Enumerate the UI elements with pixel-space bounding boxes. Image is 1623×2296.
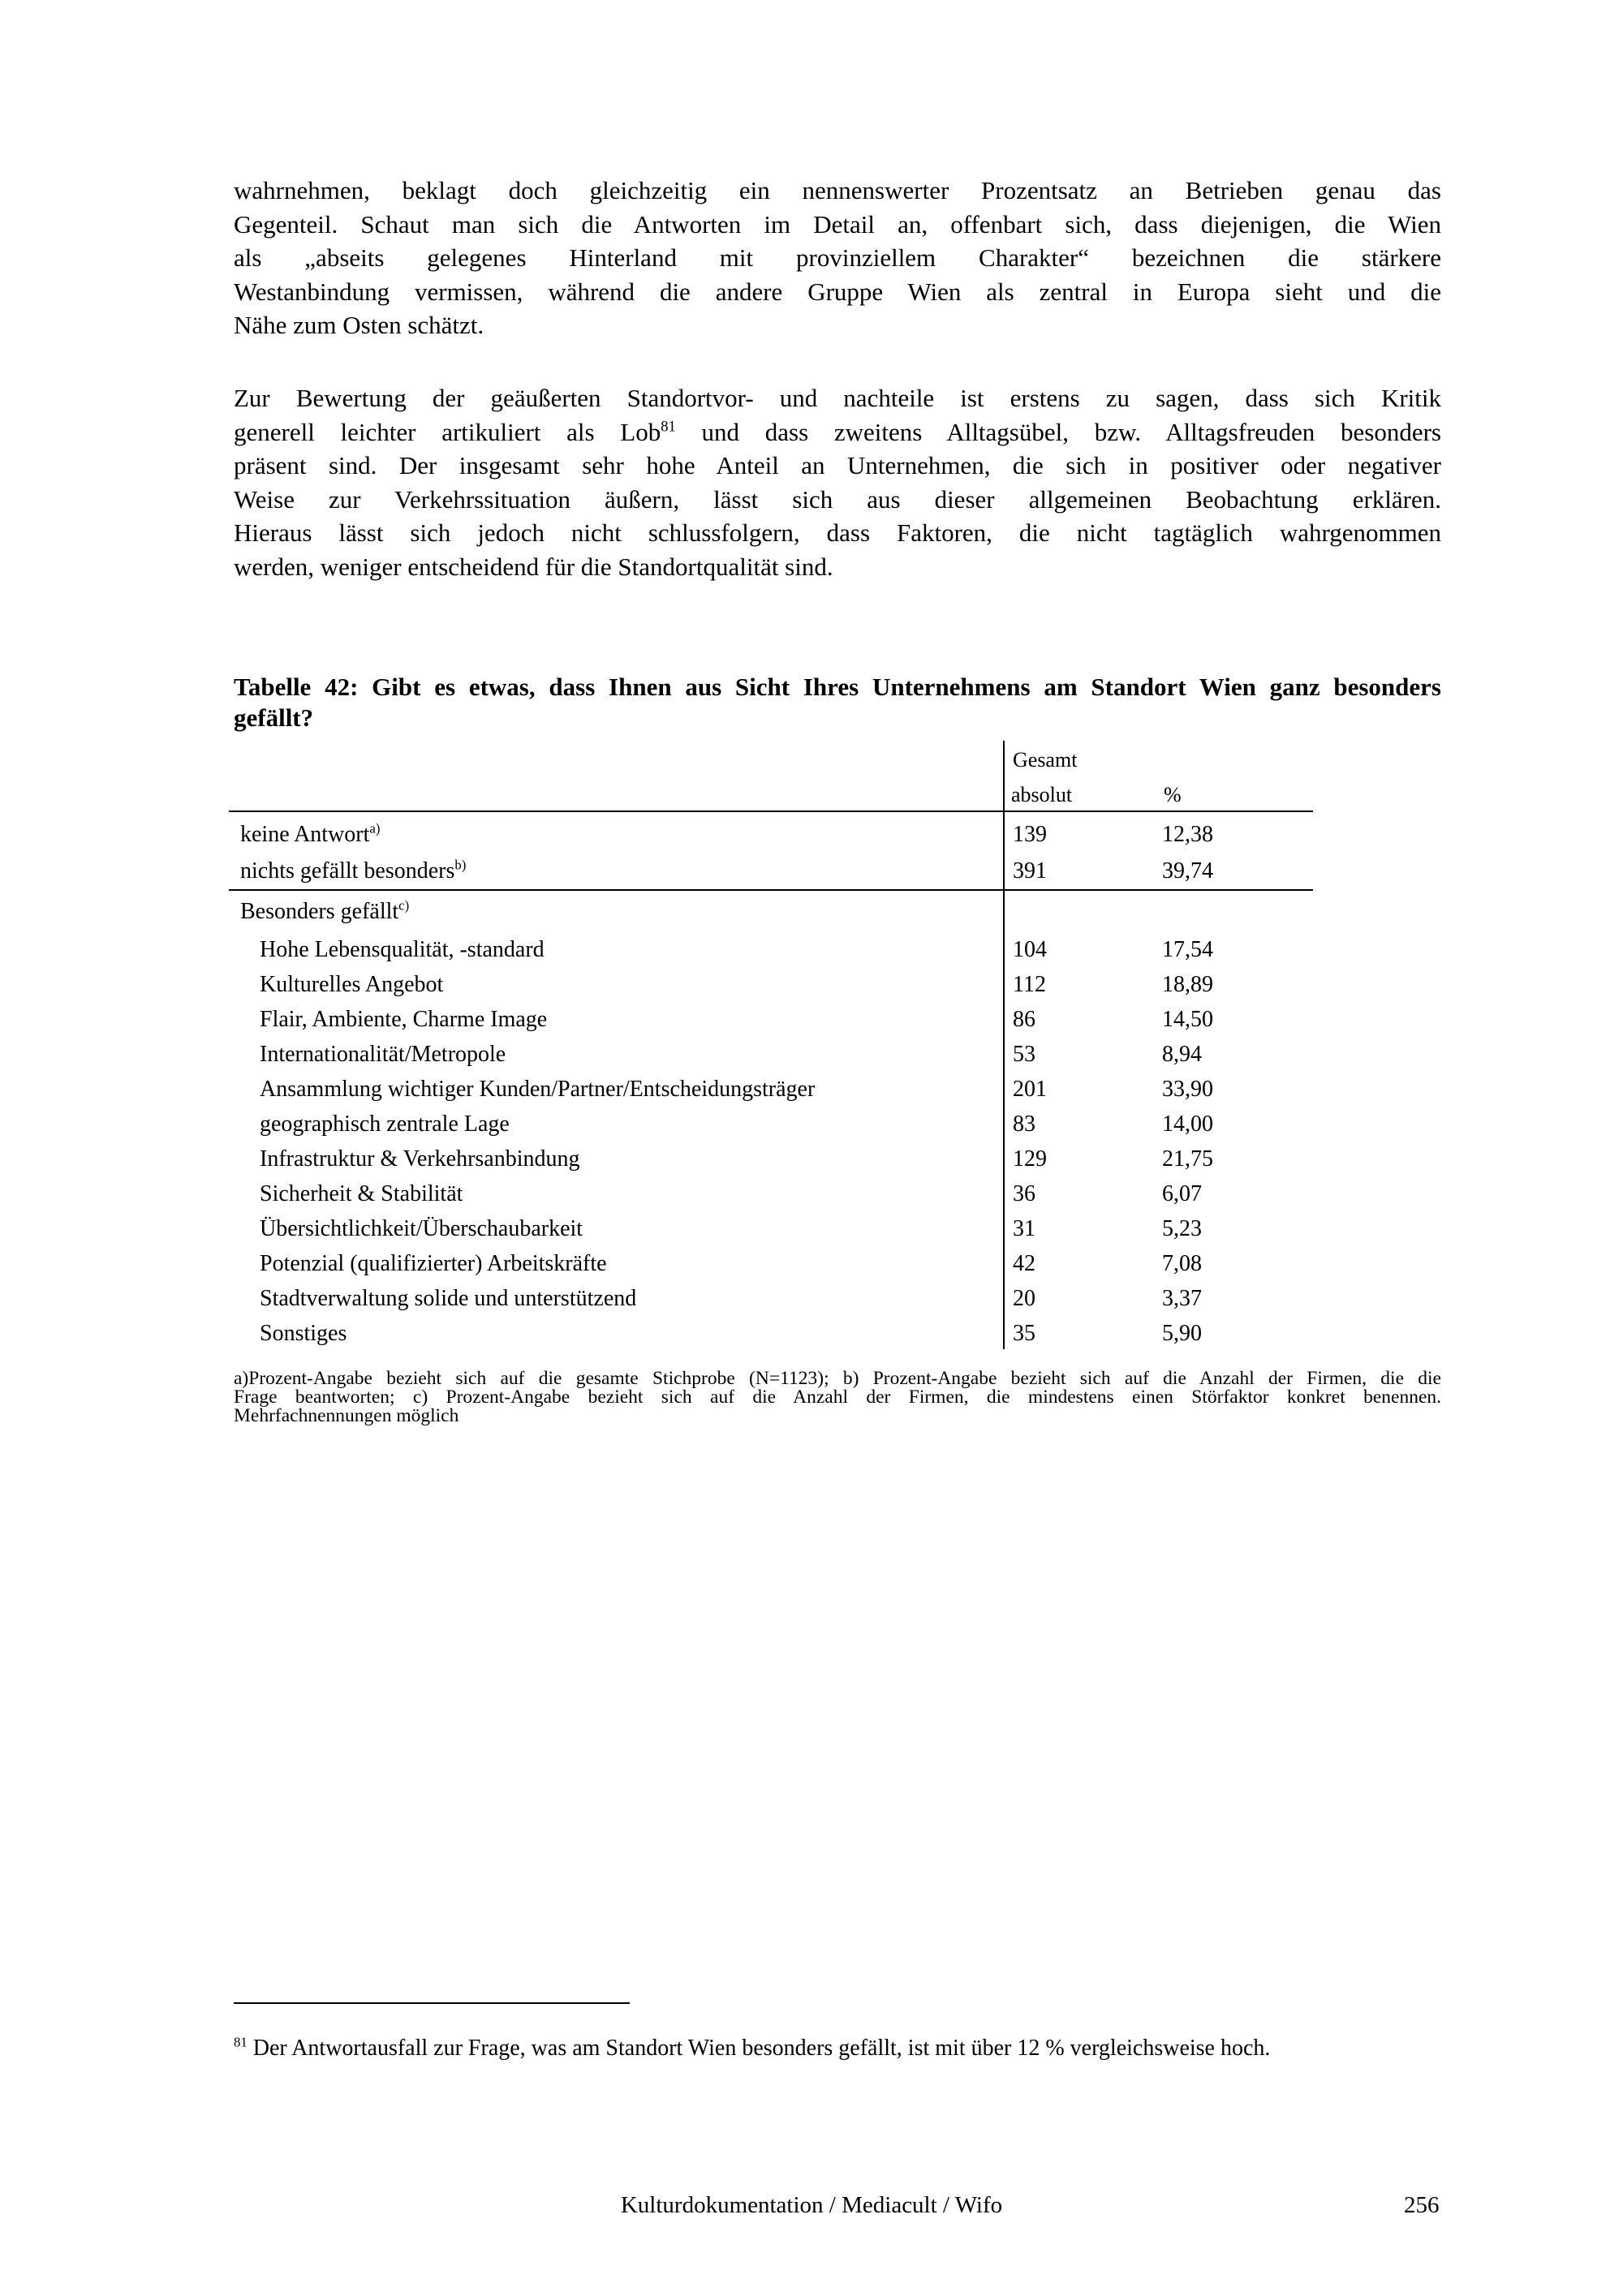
row-label: Internationalität/Metropole xyxy=(260,1042,506,1067)
note-line: Mehrfachnennungen möglich xyxy=(234,1405,459,1426)
text-line: Westanbindung vermissen, während die andere Gruppe Wien als zentral in Europa sieht und die xyxy=(234,277,1441,306)
text-line: Hieraus lässt sich jedoch nicht schlussfolgern, dass Faktoren, die nicht tagtäglich wahrgenommen xyxy=(234,518,1441,547)
row-label: Infrastruktur & Verkehrsanbindung xyxy=(260,1146,580,1172)
cell-percent: 7,08 xyxy=(1162,1251,1202,1276)
page-number: 256 xyxy=(1404,2192,1440,2218)
cell-absolute: 139 xyxy=(1013,822,1047,847)
row-label: Ansammlung wichtiger Kunden/Partner/Entscheidungsträger xyxy=(260,1077,816,1102)
text-line: Nähe zum Osten schätzt. xyxy=(234,311,484,339)
caption-line: gefällt? xyxy=(234,703,314,732)
text-line xyxy=(234,415,1441,449)
cell-percent: 17,54 xyxy=(1162,937,1213,962)
row-label: Flair, Ambiente, Charme Image xyxy=(260,1007,548,1032)
cell-percent: 14,50 xyxy=(1162,1007,1213,1032)
cell-percent: 3,37 xyxy=(1162,1286,1202,1311)
cell-absolute: 35 xyxy=(1013,1321,1035,1346)
row-label: Stadtverwaltung solide und unterstützend xyxy=(260,1286,637,1311)
table-note xyxy=(234,1369,1441,1425)
row-label: keine Antwort$^{a)}$ xyxy=(240,820,381,847)
cell-absolute: 31 xyxy=(1013,1216,1035,1241)
text-segment: generell leichter artikuliert als Lob xyxy=(234,417,661,446)
header-rule xyxy=(229,810,1313,812)
text-line: präsent sind. Der insgesamt sehr hohe Anteil an Unternehmen, die sich in positiver oder negativer xyxy=(234,451,1441,479)
text-line: wahrnehmen, beklagt doch gleichzeitig ein nennenswerter Prozentsatz an Betrieben genau das xyxy=(234,176,1441,204)
cell-absolute: 86 xyxy=(1013,1007,1035,1032)
cell-absolute: 83 xyxy=(1013,1111,1035,1137)
footnote-separator xyxy=(234,2002,630,2004)
cell-absolute: 20 xyxy=(1013,1286,1035,1311)
cell-absolute: 104 xyxy=(1013,937,1047,962)
cell-percent: 8,94 xyxy=(1162,1042,1202,1067)
row-label: Sicherheit & Stabilität xyxy=(260,1181,463,1206)
row-label: Übersichtlichkeit/Überschaubarkeit xyxy=(260,1216,583,1241)
row-label: Kulturelles Angebot xyxy=(260,972,444,997)
section-rule xyxy=(229,889,1313,891)
cell-percent: 21,75 xyxy=(1162,1146,1213,1172)
cell-percent: 5,90 xyxy=(1162,1321,1202,1346)
footnote xyxy=(234,2035,1270,2062)
cell-percent: 14,00 xyxy=(1162,1111,1213,1137)
text-line: Zur Bewertung der geäußerten Standortvor- und nachteile ist erstens zu sagen, dass sich Kritik xyxy=(234,384,1441,412)
footnote-number: 81 xyxy=(234,2034,248,2050)
caption-line: Tabelle 42: Gibt es etwas, dass Ihnen aus Sicht Ihres Unternehmens am Standort Wien ganz besonders xyxy=(234,673,1441,701)
cell-percent: 6,07 xyxy=(1162,1181,1202,1206)
cell-absolute: 53 xyxy=(1013,1042,1035,1067)
cell-percent: 12,38 xyxy=(1162,822,1213,847)
column-header-absolute: absolut xyxy=(1011,783,1073,806)
body-paragraph-2 xyxy=(234,381,1441,583)
note-line: a)Prozent-Angabe bezieht sich auf die gesamte Stichprobe (N=1123); b) Prozent-Angabe bezieht sich auf die Anzahl der Firmen, die die xyxy=(234,1368,1441,1389)
cell-percent: 33,90 xyxy=(1162,1077,1213,1102)
text-segment: und dass zweitens Alltagsübel, bzw. Alltagsfreuden besonders xyxy=(675,417,1441,446)
text-line: werden, weniger entscheidend für die Standortqualität sind. xyxy=(234,552,833,581)
row-label: Sonstiges xyxy=(260,1321,347,1346)
column-divider xyxy=(1003,741,1005,1349)
cell-absolute: 112 xyxy=(1013,972,1046,997)
footnote-reference[interactable]: 81 xyxy=(661,418,676,436)
text-line: Gegenteil. Schaut man sich die Antworten im Detail an, offenbart sich, dass diejenigen, die Wien xyxy=(234,209,1441,239)
note-line: Frage beantworten; c) Prozent-Angabe bezieht sich auf die Anzahl der Firmen, die mindestens einen Störfaktor konkret benennen. xyxy=(234,1387,1441,1408)
text-line: als „abseits gelegenes Hinterland mit provinziellem Charakter“ bezeichnen die stärkere xyxy=(234,243,1441,272)
table-caption xyxy=(234,672,1441,733)
cell-absolute: 42 xyxy=(1013,1251,1035,1276)
row-label: geographisch zentrale Lage xyxy=(260,1111,510,1137)
footnote-text: Der Antwortausfall zur Frage, was am Standort Wien besonders gefällt, ist mit über 12 % vergleichsweise hoch. xyxy=(247,2036,1271,2061)
cell-percent: 18,89 xyxy=(1162,972,1213,997)
column-header-percent: % xyxy=(1164,783,1182,806)
row-label: Hohe Lebensqualität, -standard xyxy=(260,937,545,962)
group-label: Besonders gefällt$^{c)}$ xyxy=(240,897,410,924)
cell-absolute: 36 xyxy=(1013,1181,1035,1206)
cell-absolute: 391 xyxy=(1013,858,1047,884)
header-group-label: Gesamt xyxy=(1013,748,1078,772)
cell-percent: 5,23 xyxy=(1162,1216,1202,1241)
cell-absolute: 201 xyxy=(1013,1077,1047,1102)
cell-percent: 39,74 xyxy=(1162,858,1213,884)
row-label: nichts gefällt besonders$^{b)}$ xyxy=(240,857,467,884)
text-line: Weise zur Verkehrssituation äußern, lässt sich aus dieser allgemeinen Beobachtung erklären. xyxy=(234,484,1441,514)
row-label: Potenzial (qualifizierter) Arbeitskräfte xyxy=(260,1251,607,1276)
page-footer: Kulturdokumentation / Mediacult / Wifo xyxy=(620,2192,1003,2218)
body-paragraph-1 xyxy=(234,174,1441,342)
cell-absolute: 129 xyxy=(1013,1146,1047,1172)
